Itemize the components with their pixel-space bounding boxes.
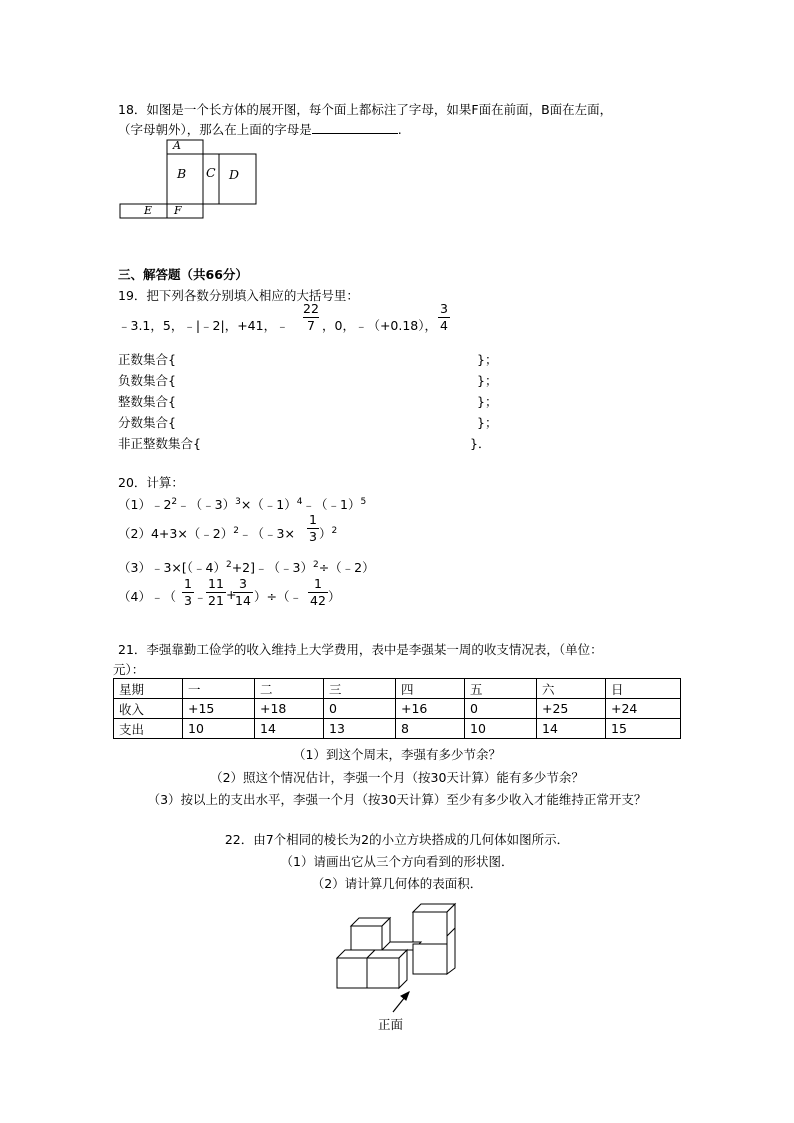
front-view-label: 正面 (378, 1017, 404, 1032)
face-label-c: C (206, 165, 216, 180)
q21-sub3: （3）按以上的支出水平，李强一个月（按30天计算）至少有多少收入才能维持正常开支？ (147, 792, 647, 807)
q20-part1 (118, 495, 366, 513)
q18-line2-text: （字母朝外），那么在上面的字母是 (118, 122, 312, 137)
face-label-e: E (144, 204, 153, 217)
set-integer-label: 整数集合{ (118, 394, 176, 409)
q19-fraction-22-7 (303, 302, 319, 333)
face-label-b: B (177, 166, 187, 181)
frac-denominator: 42 (310, 593, 326, 608)
q19-fraction-3-4 (438, 302, 450, 333)
frac-numerator: 11 (208, 576, 224, 591)
exponent: 2 (233, 525, 239, 536)
q22-sub2: （2）请计算几何体的表面积． (311, 876, 483, 891)
q22-sub1: （1）请画出它从三个方向看到的形状图． (280, 854, 514, 869)
q20-p4-fraction-3 (233, 577, 253, 608)
q20-p1-d: ﹣（﹣1） (302, 497, 361, 512)
frac-denominator: 14 (235, 593, 251, 608)
table-cell: +24 (606, 699, 681, 719)
q18-answer-blank[interactable] (312, 121, 398, 134)
q20-p1-b: ﹣（﹣3） (177, 497, 236, 512)
q20-part3 (118, 558, 375, 576)
section-title: 三、解答题（共66分） (118, 267, 248, 282)
q18-line2 (118, 120, 402, 138)
exponent: 3 (235, 496, 241, 507)
frac-numerator: 3 (239, 576, 247, 591)
set-nonpositive-integer-label: 非正整数集合{ (118, 436, 201, 451)
set-positive-close: }； (477, 352, 498, 367)
table-cell: +25 (537, 699, 606, 719)
frac-denominator: 4 (440, 318, 448, 333)
q20-p4-fraction-1 (182, 577, 194, 608)
q19-numbers-b: ，0，﹣（+0.18）， (322, 318, 438, 333)
set-positive-label: 正数集合{ (118, 352, 176, 367)
table-row (114, 699, 681, 719)
face-label-a: A (173, 139, 181, 152)
exponent: 2 (171, 496, 178, 507)
frac-denominator: 21 (208, 593, 224, 608)
frac-numerator: 3 (440, 301, 448, 316)
exponent: 2 (225, 559, 232, 570)
q20-p4-divide: ）÷（﹣ (254, 589, 302, 604)
frac-numerator: 1 (309, 512, 317, 527)
table-cell: 13 (324, 719, 396, 739)
exponent: 5 (360, 496, 367, 507)
exponent: 2 (312, 559, 319, 570)
q20-p4-fraction-4 (308, 577, 328, 608)
frac-denominator: 3 (184, 593, 192, 608)
q18-line1: 18．如图是一个长方体的展开图，每个面上都标注了字母，如果F面在前面，B面在左面， (118, 102, 613, 117)
set-fraction-close: }； (477, 415, 498, 430)
table-cell: 0 (324, 699, 396, 719)
frac-denominator: 3 (309, 529, 317, 544)
q20-p2-b: ﹣（﹣3× (239, 526, 295, 541)
income-expense-table (113, 678, 681, 739)
table-cell: +18 (255, 699, 324, 719)
exponent: 2 (331, 525, 338, 536)
table-cell: 支出 (114, 719, 183, 739)
table-cell: 日 (606, 679, 681, 699)
table-cell: 10 (465, 719, 537, 739)
set-negative-label: 负数集合{ (118, 373, 176, 388)
table-row (114, 679, 681, 699)
table-cell: 六 (537, 679, 606, 699)
frac-numerator: 1 (184, 576, 192, 591)
q20-p1-c: ×（﹣1） (240, 497, 297, 512)
table-cell: 收入 (114, 699, 183, 719)
q20-p4-end: ） (328, 589, 341, 604)
q21-line2: 元）： (113, 662, 145, 677)
q20-p4-minus: ﹣ (194, 589, 207, 604)
table-cell: 一 (183, 679, 255, 699)
set-negative-close: }； (477, 373, 498, 388)
q21-sub2: （2）照这个情况估计，李强一个月（按30天计算）能有多少节余？ (210, 770, 584, 785)
table-cell: 15 (606, 719, 681, 739)
q18-line2-end: . (397, 122, 402, 137)
q20-p3-a: （3）﹣3×[（﹣4） (118, 560, 226, 575)
table-cell: 二 (255, 679, 324, 699)
table-cell: +16 (396, 699, 465, 719)
table-cell: 8 (396, 719, 465, 739)
face-label-f: F (174, 204, 182, 217)
q20-p3-c: ÷（﹣2） (318, 560, 375, 575)
q20-p2-fraction (307, 513, 319, 544)
table-cell: 四 (396, 679, 465, 699)
cube-assembly-diagram (333, 898, 473, 1020)
exponent: 4 (296, 496, 303, 507)
q20-title: 20．计算： (118, 475, 184, 490)
frac-denominator: 7 (307, 318, 315, 333)
table-cell: +15 (183, 699, 255, 719)
table-cell: 三 (324, 679, 396, 699)
table-cell: 0 (465, 699, 537, 719)
q20-p3-b: +2]﹣（﹣3） (231, 560, 313, 575)
q19-title: 19．把下列各数分别填入相应的大括号里： (118, 288, 359, 303)
q19-numbers-a: ﹣3.1，5，﹣|﹣2|，+41，﹣ (118, 318, 289, 333)
q22-line1: 22．由7个相同的棱长为2的小立方块搭成的几何体如图所示． (224, 832, 570, 847)
q21-line1: 21．李强靠勤工俭学的收入维持上大学费用，表中是李强某一周的收支情况表，（单位： (118, 642, 603, 657)
table-cell: 星期 (114, 679, 183, 699)
q20-p4-fraction-2 (206, 577, 226, 608)
frac-numerator: 22 (303, 301, 319, 316)
q21-sub1: （1）到这个周末，李强有多少节余？ (293, 747, 501, 762)
set-fraction-label: 分数集合{ (118, 415, 176, 430)
q20-p2-a: （2）4+3×（﹣2） (118, 526, 234, 541)
q20-part2-b (319, 524, 337, 542)
face-label-d: D (229, 167, 240, 182)
q20-part2-a (118, 524, 295, 542)
table-row (114, 719, 681, 739)
set-nonpositive-integer-close: }． (470, 436, 491, 451)
table-cell: 10 (183, 719, 255, 739)
table-cell: 五 (465, 679, 537, 699)
cuboid-net-diagram (118, 138, 268, 220)
q20-p4-plus: + (226, 587, 237, 602)
table-cell: 14 (537, 719, 606, 739)
q20-p2-c: ） (319, 526, 332, 541)
q20-p1-a: （1）﹣2 (118, 497, 172, 512)
frac-numerator: 1 (314, 576, 322, 591)
q20-part4-a: （4）﹣（ (118, 589, 176, 604)
set-integer-close: }； (477, 394, 498, 409)
table-cell: 14 (255, 719, 324, 739)
